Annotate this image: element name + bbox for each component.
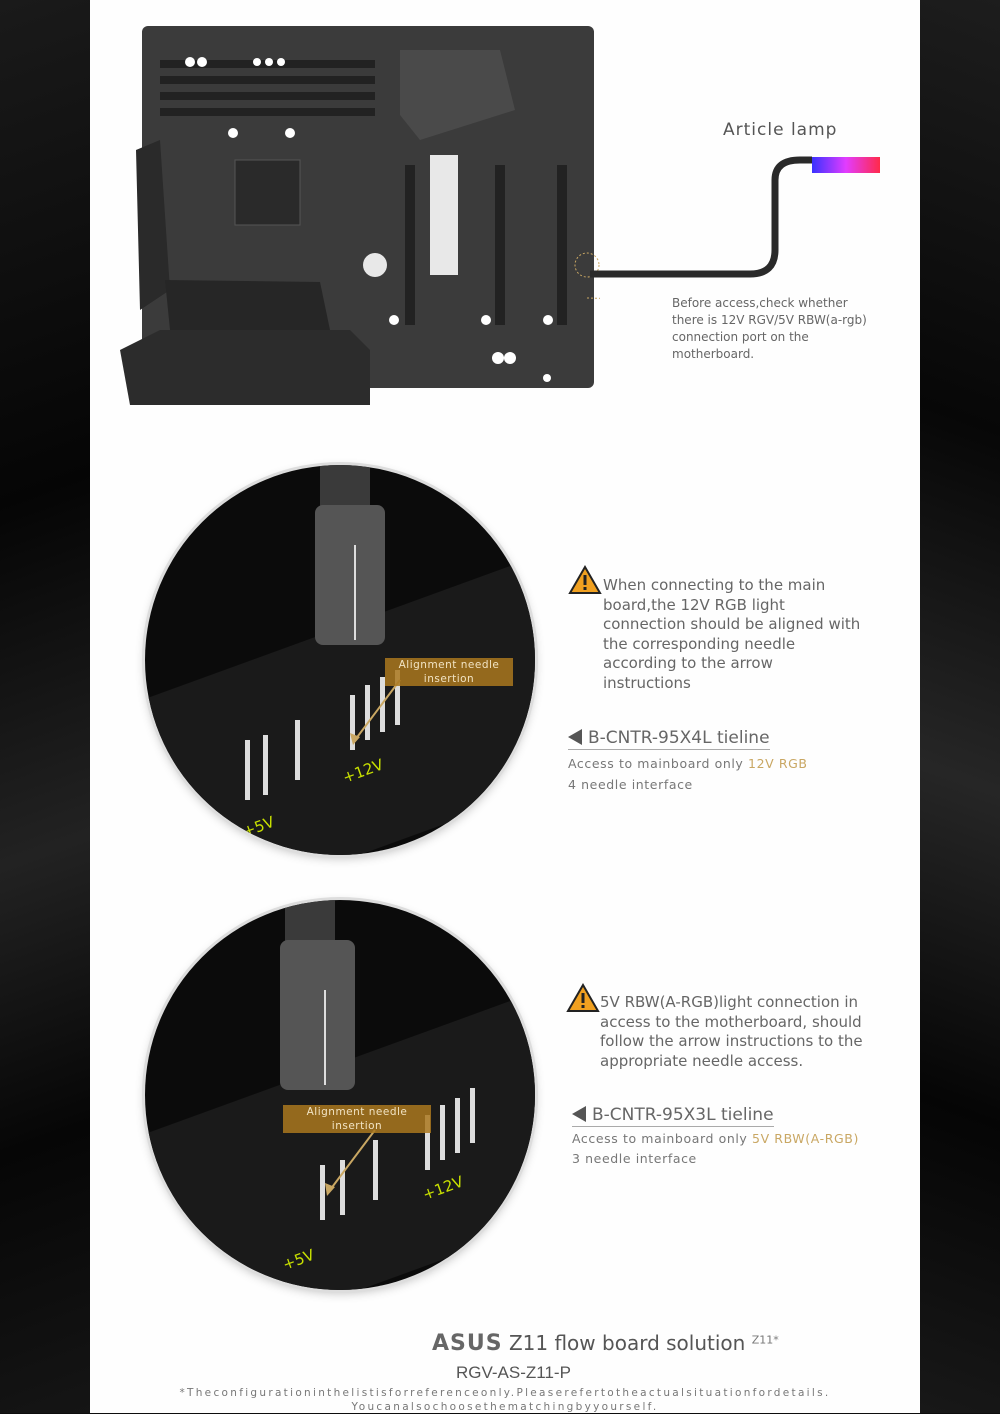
rgb-lamp-bar: [812, 157, 880, 173]
product-title: [432, 1331, 779, 1356]
header-closeup-5v-art: [145, 900, 535, 1290]
triangle-left-icon: [568, 729, 582, 745]
background-left-texture: [0, 0, 90, 1413]
access-highlight: 12V RGB: [748, 756, 808, 771]
header-closeup-5v: [145, 900, 535, 1290]
content-panel: [90, 0, 920, 1413]
product-code: RGV-AS-Z11-P: [456, 1363, 571, 1382]
alignment-label: Alignment needle insertion: [385, 658, 513, 686]
alignment-label: Alignment needle insertion: [283, 1105, 431, 1133]
warning-icon: [566, 983, 600, 1013]
disclaimer-line-1: *Theconfigurationinthelistisforreferenceonly.Pleaserefertotheactualsituationfordetails.: [179, 1387, 831, 1399]
header-closeup-12v: [145, 465, 535, 855]
needle-count-3: 3 needle interface: [572, 1151, 697, 1166]
background-right-texture: [920, 0, 1000, 1413]
model-superscript: Z11*: [751, 1333, 779, 1347]
access-highlight: 5V RBW(A-RGB): [752, 1131, 859, 1146]
brand-name: ASUS: [432, 1331, 503, 1356]
pin-label-5v: +5V: [280, 1245, 317, 1274]
access-note: Before access,check whether there is 12V RGV/5V RBW(a-rgb) connection port on the motherboard.: [672, 296, 867, 361]
tieline-label-95x4l: [568, 728, 770, 750]
tieline-label-95x3l: [572, 1105, 774, 1127]
lamp-label: Article lamp: [723, 120, 838, 140]
access-prefix: Access to mainboard only: [568, 756, 749, 771]
disclaimer-line-2: Youcanalsochoosethematchingbyyourself.: [351, 1401, 659, 1413]
access-text-12v: [568, 756, 808, 771]
access-prefix: Access to mainboard only: [572, 1131, 753, 1146]
solution-text: Z11 flow board solution: [502, 1331, 752, 1355]
pin-label-5v: +5V: [240, 812, 277, 841]
pin-label-12v: +12V: [420, 1172, 466, 1204]
disclaimer: [90, 1386, 920, 1414]
triangle-left-icon: [572, 1106, 586, 1122]
warning-text-5v: 5V RBW(A-RGB)light connection in access to the motherboard, should follow the arrow instructions to the appropriate needle access.: [600, 993, 863, 1070]
warning-text-12v: When connecting to the main board,the 12V RGB light connection should be aligned with the corresponding needle according to the arrow instructions: [603, 576, 861, 692]
pin-label-12v: +12V: [340, 755, 386, 787]
tieline-text: B-CNTR-95X4L tieline: [588, 728, 770, 748]
rgb-lamp-cable: [580, 140, 890, 290]
tieline-text: B-CNTR-95X3L tieline: [592, 1105, 774, 1125]
needle-count-4: 4 needle interface: [568, 777, 693, 792]
motherboard-illustration: [120, 20, 600, 410]
access-text-5v: [572, 1131, 859, 1146]
warning-icon: [568, 565, 602, 595]
